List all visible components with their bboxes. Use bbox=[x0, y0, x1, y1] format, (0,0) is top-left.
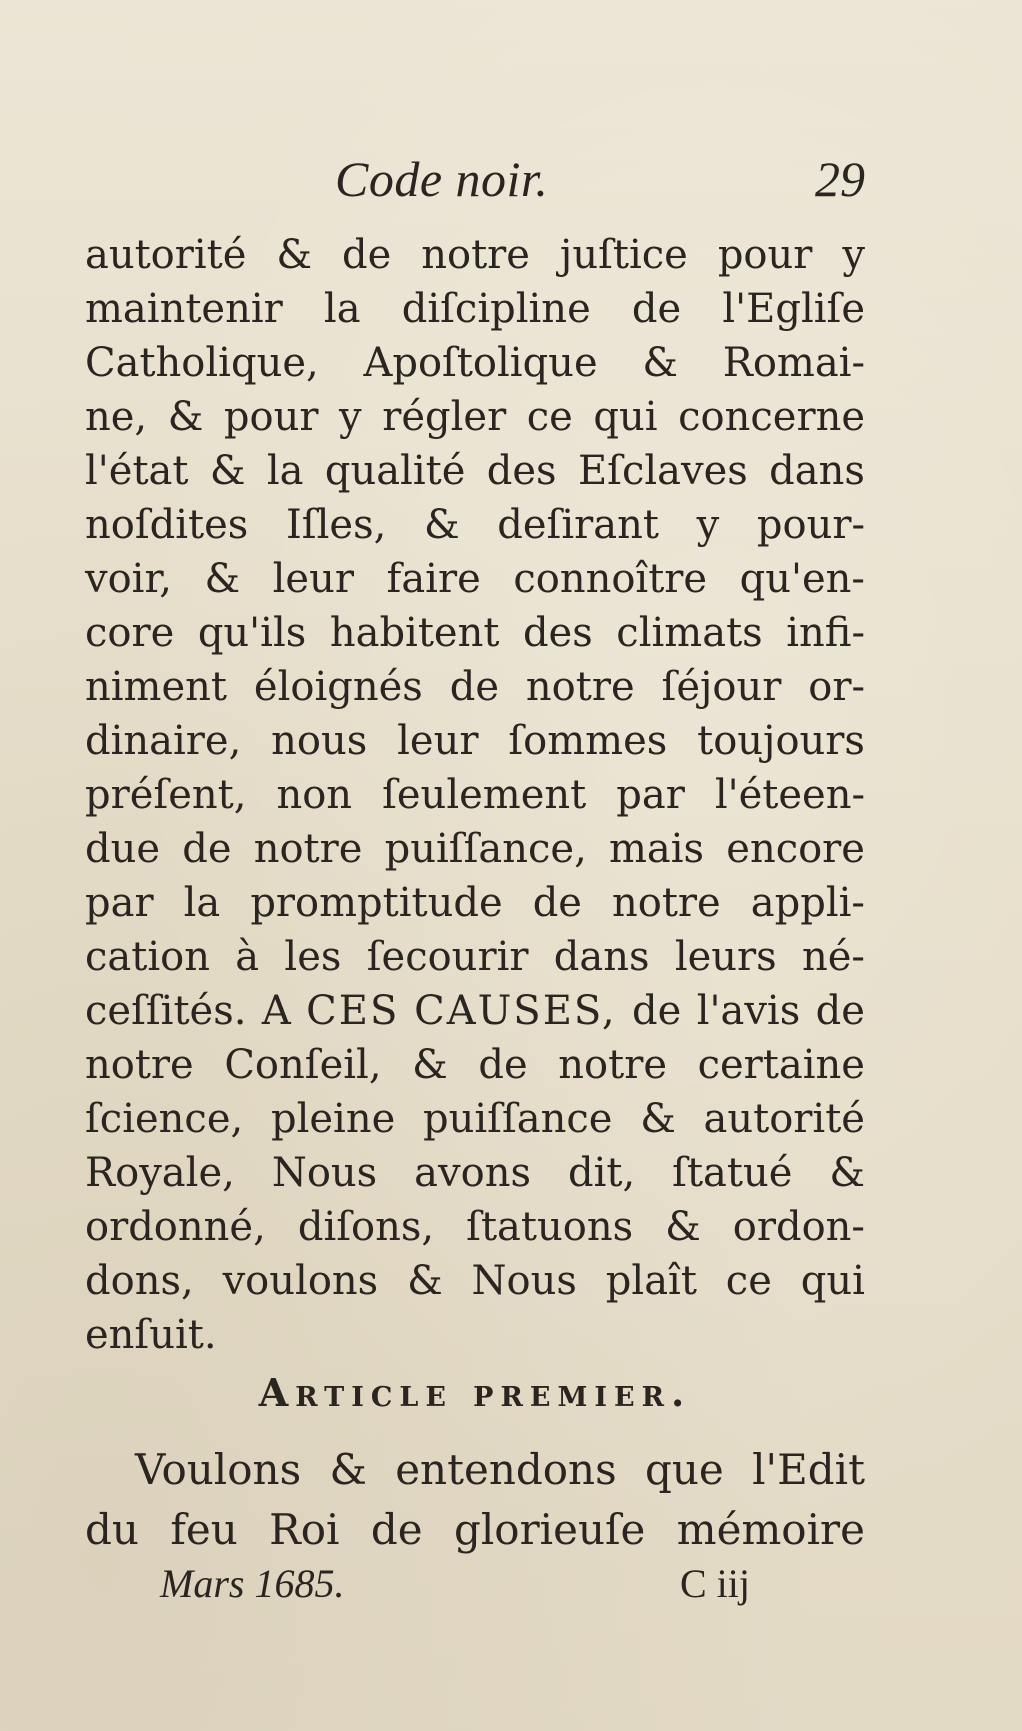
word: dit, bbox=[567, 1150, 636, 1196]
word: puiſſance bbox=[423, 1096, 613, 1142]
word: la bbox=[183, 880, 221, 926]
word: qui bbox=[800, 1258, 865, 1304]
word: y bbox=[842, 232, 865, 278]
word: voir, bbox=[85, 556, 172, 602]
article-heading: Article premier. bbox=[258, 1370, 692, 1415]
word: de bbox=[341, 232, 392, 278]
word: noſdites bbox=[85, 502, 249, 548]
word: notre bbox=[421, 232, 530, 278]
word: or- bbox=[808, 664, 865, 710]
word: diſcipline bbox=[401, 286, 591, 332]
text-line bbox=[85, 390, 865, 444]
word: connoître bbox=[513, 556, 708, 602]
word: climats bbox=[616, 610, 763, 656]
word: CES CAUSES, bbox=[306, 988, 617, 1034]
word: l'état bbox=[85, 448, 189, 494]
word: voulons bbox=[222, 1258, 379, 1304]
word: habitent bbox=[329, 610, 500, 656]
word: avons bbox=[414, 1150, 531, 1196]
word: & bbox=[209, 448, 246, 494]
word: & bbox=[204, 556, 241, 602]
word: des bbox=[522, 610, 593, 656]
word: notre bbox=[253, 826, 363, 872]
word: & bbox=[167, 394, 204, 440]
word: & bbox=[423, 502, 460, 548]
text-line bbox=[85, 930, 865, 984]
signature-text: Mars 1685. bbox=[160, 1561, 345, 1606]
word: ce bbox=[725, 1258, 772, 1304]
text-line bbox=[85, 1254, 865, 1308]
word: de bbox=[532, 880, 582, 926]
word: régler bbox=[382, 394, 507, 440]
word: notre bbox=[85, 1042, 194, 1088]
word: éloignés bbox=[253, 664, 423, 710]
word: appli- bbox=[750, 880, 865, 926]
word: autorité bbox=[85, 232, 247, 278]
word: Nous bbox=[471, 1258, 577, 1304]
word: mémoire bbox=[676, 1505, 865, 1554]
word: cation bbox=[85, 934, 210, 980]
word: la bbox=[323, 286, 361, 332]
word: non bbox=[276, 772, 353, 818]
word: Romai- bbox=[722, 340, 865, 386]
text-line bbox=[85, 1200, 865, 1254]
text-line bbox=[85, 282, 865, 336]
word: les bbox=[284, 934, 342, 980]
word: qu'en- bbox=[739, 556, 865, 602]
running-head bbox=[85, 150, 865, 222]
text-line bbox=[85, 498, 865, 552]
article-text bbox=[85, 1440, 865, 1560]
word: ſtatué bbox=[672, 1150, 793, 1196]
text-line bbox=[85, 1308, 865, 1362]
word: niment bbox=[85, 664, 227, 710]
article-line bbox=[85, 1440, 865, 1500]
word: de bbox=[632, 988, 682, 1034]
word: des bbox=[486, 448, 557, 494]
word: né- bbox=[802, 934, 865, 980]
word: Royale, bbox=[85, 1150, 235, 1196]
word: notre bbox=[525, 664, 635, 710]
word: ſecourir bbox=[366, 934, 529, 980]
word: ſeulement bbox=[382, 772, 587, 818]
word: de bbox=[478, 1042, 528, 1088]
word: Voulons bbox=[135, 1445, 302, 1494]
word: encore bbox=[726, 826, 865, 872]
word: dans bbox=[769, 448, 865, 494]
word: feu bbox=[170, 1505, 238, 1554]
word: & bbox=[276, 232, 313, 278]
word: promptitude bbox=[250, 880, 503, 926]
word: & bbox=[665, 1204, 701, 1250]
word: de bbox=[449, 664, 499, 710]
text-line bbox=[85, 1038, 865, 1092]
word: due bbox=[85, 826, 161, 872]
text-line bbox=[85, 444, 865, 498]
word: ſommes bbox=[508, 718, 668, 764]
article-line bbox=[85, 1500, 865, 1560]
text-line bbox=[85, 876, 865, 930]
word: nous bbox=[271, 718, 368, 764]
page-number: 29 bbox=[815, 151, 865, 207]
word: Catholique, bbox=[85, 340, 319, 386]
word: toujours bbox=[697, 718, 865, 764]
word: ſéjour bbox=[661, 664, 782, 710]
word: mais bbox=[608, 826, 705, 872]
word: Eſclaves bbox=[577, 448, 748, 494]
word: & bbox=[412, 1042, 448, 1088]
word: notre bbox=[612, 880, 721, 926]
word: A bbox=[261, 988, 291, 1034]
word: à bbox=[235, 934, 260, 980]
word: y bbox=[696, 502, 720, 548]
word: concerne bbox=[678, 394, 865, 440]
text-line bbox=[85, 606, 865, 660]
word: qualité bbox=[324, 448, 466, 494]
text-line bbox=[85, 714, 865, 768]
word: ſcience, bbox=[85, 1096, 244, 1142]
word: enſuit. bbox=[85, 1312, 217, 1358]
word: qui bbox=[593, 394, 658, 440]
word: préſent, bbox=[85, 772, 247, 818]
word: dons, bbox=[85, 1258, 194, 1304]
word: l'avis bbox=[696, 988, 801, 1034]
signature-mark: C iij bbox=[679, 1561, 750, 1606]
word: Nous bbox=[271, 1150, 378, 1196]
word: notre bbox=[558, 1042, 667, 1088]
word: ne, bbox=[85, 394, 148, 440]
word: par bbox=[616, 772, 685, 818]
word: maintenir bbox=[85, 286, 283, 332]
word: deſirant bbox=[497, 502, 659, 548]
word: Iſles, bbox=[286, 502, 387, 548]
word: ceſſités. bbox=[85, 988, 247, 1034]
running-title: Code noir. bbox=[335, 151, 549, 207]
word: l'Edit bbox=[752, 1445, 865, 1494]
text-line bbox=[85, 552, 865, 606]
word: qu'ils bbox=[197, 610, 307, 656]
body-text bbox=[85, 228, 865, 1362]
word: & bbox=[642, 340, 678, 386]
word: juſtice bbox=[559, 232, 688, 278]
word: que bbox=[644, 1445, 724, 1494]
text-line bbox=[85, 336, 865, 390]
word: diſons, bbox=[297, 1204, 435, 1250]
word: ce bbox=[526, 394, 573, 440]
word: l'éteen- bbox=[714, 772, 865, 818]
word: pour bbox=[717, 232, 813, 278]
word: & bbox=[329, 1445, 367, 1494]
word: Apoſtolique bbox=[363, 340, 598, 386]
word: core bbox=[85, 610, 175, 656]
word: & bbox=[407, 1258, 443, 1304]
word: leur bbox=[397, 718, 479, 764]
word: pour- bbox=[756, 502, 865, 548]
word: & bbox=[829, 1150, 865, 1196]
word: de bbox=[631, 286, 682, 332]
word: l'Egliſe bbox=[722, 286, 865, 332]
text-line bbox=[85, 1092, 865, 1146]
text-line bbox=[85, 660, 865, 714]
word: de bbox=[182, 826, 232, 872]
word: dinaire, bbox=[85, 718, 242, 764]
word: la bbox=[266, 448, 304, 494]
text-line bbox=[85, 768, 865, 822]
word: autorité bbox=[703, 1096, 865, 1142]
word: leur bbox=[272, 556, 354, 602]
word: ſtatuons bbox=[466, 1204, 634, 1250]
word: faire bbox=[386, 556, 481, 602]
word: Conſeil, bbox=[224, 1042, 382, 1088]
page-footer bbox=[160, 1560, 760, 1620]
text-line bbox=[85, 984, 865, 1038]
word: pleine bbox=[270, 1096, 396, 1142]
word: infi- bbox=[786, 610, 865, 656]
word: de bbox=[815, 988, 865, 1034]
text-line bbox=[85, 1146, 865, 1200]
word: du bbox=[85, 1505, 139, 1554]
word: certaine bbox=[697, 1042, 865, 1088]
word: Roi bbox=[269, 1505, 340, 1554]
word: puiſſance, bbox=[384, 826, 587, 872]
word: ordon- bbox=[732, 1204, 865, 1250]
word: ordonné, bbox=[85, 1204, 266, 1250]
word: de bbox=[370, 1505, 423, 1554]
word: y bbox=[339, 394, 362, 440]
word: glorieuſe bbox=[453, 1505, 646, 1554]
text-line bbox=[85, 228, 865, 282]
word: & bbox=[640, 1096, 676, 1142]
text-line bbox=[85, 822, 865, 876]
word: plaît bbox=[605, 1258, 697, 1304]
word: dans bbox=[553, 934, 650, 980]
word: pour bbox=[223, 394, 319, 440]
word: leurs bbox=[674, 934, 777, 980]
word: par bbox=[85, 880, 154, 926]
word: entendons bbox=[395, 1445, 617, 1494]
